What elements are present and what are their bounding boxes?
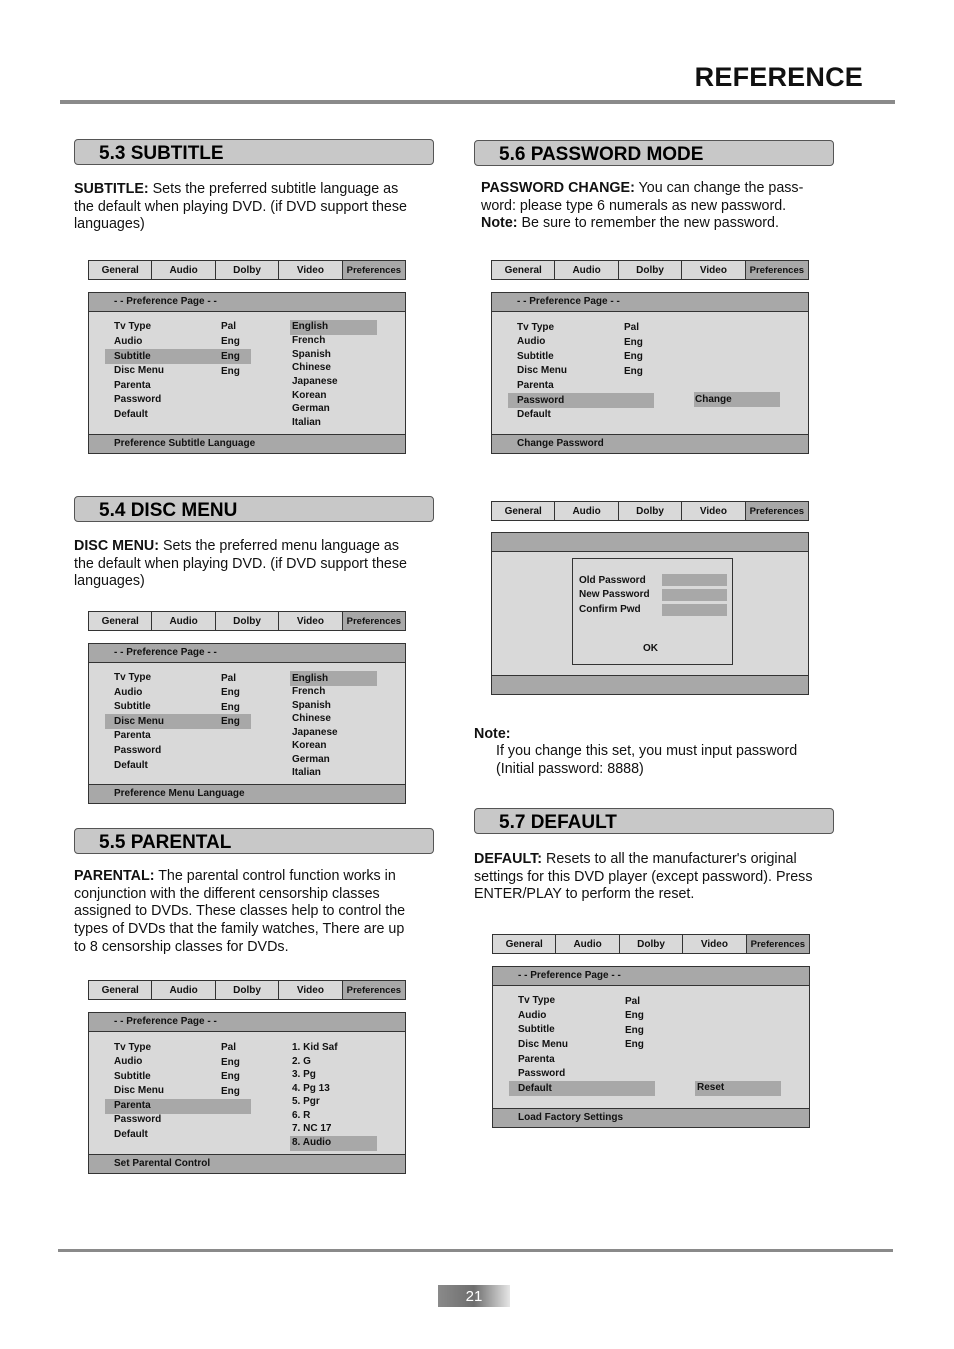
menu-value: Eng bbox=[625, 1039, 644, 1050]
panel-footer-text: Change Password bbox=[517, 438, 604, 449]
menu-item: Subtitle bbox=[114, 351, 151, 362]
bottom-divider bbox=[58, 1249, 893, 1252]
password-note bbox=[496, 743, 836, 778]
tab-preferences: Preferences bbox=[746, 261, 808, 279]
language-option: Korean bbox=[292, 390, 327, 401]
panel-footer bbox=[493, 1108, 809, 1127]
text-line: languages) bbox=[74, 216, 145, 233]
preference-panel-disc-menu bbox=[88, 643, 406, 804]
menu-value: Pal bbox=[625, 996, 641, 1007]
text-line: the default when playing DVD. (if DVD support these bbox=[74, 555, 407, 572]
confirm-password-field bbox=[662, 604, 727, 616]
menu-value: Eng bbox=[221, 687, 240, 698]
password-option: Change bbox=[695, 394, 732, 405]
tab-dolby: Dolby bbox=[216, 261, 279, 279]
menu-value: Eng bbox=[624, 351, 643, 362]
menu-item: Disc Menu bbox=[517, 365, 568, 376]
section-title: 5.5 PARENTAL bbox=[99, 832, 232, 853]
menu-item: Default bbox=[518, 1083, 552, 1094]
text-line: assigned to DVDs. These classes help to control the bbox=[74, 903, 406, 920]
language-option: Japanese bbox=[292, 376, 338, 387]
section-title: 5.3 SUBTITLE bbox=[99, 143, 224, 164]
panel-header bbox=[89, 293, 405, 312]
section-heading-parental bbox=[74, 828, 434, 854]
text-line: word: please type 6 numerals as new password. bbox=[481, 197, 787, 214]
tab-video: Video bbox=[682, 502, 745, 520]
section-title: 5.7 DEFAULT bbox=[499, 812, 617, 833]
tab-audio: Audio bbox=[152, 612, 215, 630]
setup-tab-bar bbox=[88, 260, 406, 280]
menu-value: Eng bbox=[221, 366, 240, 377]
tab-preferences: Preferences bbox=[343, 612, 405, 630]
tab-dolby: Dolby bbox=[619, 502, 682, 520]
preference-panel-password bbox=[491, 292, 809, 454]
menu-value: Pal bbox=[221, 1042, 237, 1053]
tab-preferences: Preferences bbox=[343, 981, 405, 999]
section-title: 5.4 DISC MENU bbox=[99, 500, 238, 521]
panel-header bbox=[493, 967, 809, 986]
menu-item: Tv Type bbox=[114, 672, 152, 683]
tab-general: General bbox=[492, 502, 555, 520]
menu-item: Tv Type bbox=[518, 995, 556, 1006]
menu-value: Eng bbox=[625, 1025, 644, 1036]
menu-item: Default bbox=[114, 409, 148, 420]
language-option: Italian bbox=[292, 767, 321, 778]
text-line: Be sure to remember the new password. bbox=[517, 215, 779, 232]
menu-value: Eng bbox=[221, 336, 240, 347]
menu-item: Parenta bbox=[114, 380, 151, 391]
rating-option: 8. Audio bbox=[292, 1137, 332, 1148]
menu-item: Default bbox=[114, 1129, 148, 1140]
language-option: Spanish bbox=[292, 700, 331, 711]
panel-header-text: - - Preference Page - - bbox=[114, 647, 217, 658]
text-line: If you change this set, you must input password bbox=[496, 743, 798, 759]
panel-header bbox=[492, 533, 808, 552]
menu-value: Eng bbox=[221, 1086, 240, 1097]
setup-tab-bar bbox=[491, 501, 809, 521]
menu-item: Password bbox=[518, 1068, 566, 1079]
old-password-label: Old Password bbox=[579, 575, 646, 586]
menu-value: Eng bbox=[221, 1071, 240, 1082]
menu-item: Password bbox=[114, 1114, 162, 1125]
panel-header-text: - - Preference Page - - bbox=[114, 296, 217, 307]
tab-preferences: Preferences bbox=[747, 935, 809, 953]
menu-item: Password bbox=[114, 394, 162, 405]
menu-item: Parenta bbox=[518, 1054, 555, 1065]
rating-option: 1. Kid Saf bbox=[292, 1042, 338, 1053]
section-title: 5.6 PASSWORD MODE bbox=[499, 144, 704, 165]
panel-footer-text: Preference Subtitle Language bbox=[114, 438, 256, 449]
menu-item: Default bbox=[114, 760, 148, 771]
menu-value: Pal bbox=[624, 322, 640, 333]
menu-item: Default bbox=[517, 409, 551, 420]
tab-general: General bbox=[492, 261, 555, 279]
tab-preferences: Preferences bbox=[746, 502, 808, 520]
panel-footer-text: Preference Menu Language bbox=[114, 788, 245, 799]
menu-value: Eng bbox=[221, 1057, 240, 1068]
panel-header-text: - - Preference Page - - bbox=[518, 970, 621, 981]
term-label: PARENTAL: bbox=[74, 868, 155, 884]
password-description bbox=[481, 180, 841, 233]
password-dialog bbox=[572, 558, 733, 665]
menu-item: Subtitle bbox=[517, 351, 554, 362]
tab-preferences: Preferences bbox=[343, 261, 405, 279]
menu-item: Tv Type bbox=[114, 1042, 152, 1053]
menu-item: Disc Menu bbox=[114, 716, 165, 727]
menu-item: Parenta bbox=[517, 380, 554, 391]
password-change-panel bbox=[491, 532, 809, 695]
preference-panel-default bbox=[492, 966, 810, 1128]
panel-footer bbox=[89, 434, 405, 453]
language-option: Korean bbox=[292, 740, 327, 751]
panel-header bbox=[89, 644, 405, 663]
disc-menu-description bbox=[74, 538, 434, 591]
note-label: Note: bbox=[474, 726, 511, 742]
language-option: German bbox=[292, 403, 330, 414]
tab-general: General bbox=[89, 612, 152, 630]
old-password-field bbox=[662, 574, 727, 586]
menu-item: Subtitle bbox=[114, 1071, 151, 1082]
tab-video: Video bbox=[279, 981, 342, 999]
text-line: ENTER/PLAY to perform the reset. bbox=[474, 886, 695, 903]
rating-option: 2. G bbox=[292, 1056, 311, 1067]
setup-tab-bar bbox=[491, 260, 809, 280]
page-number: 21 bbox=[438, 1285, 510, 1307]
top-divider bbox=[60, 100, 895, 104]
preference-panel-parental bbox=[88, 1012, 406, 1174]
default-option: Reset bbox=[697, 1082, 725, 1093]
panel-header-text: - - Preference Page - - bbox=[114, 1016, 217, 1027]
note-lead: Note: bbox=[481, 215, 518, 232]
term-label: DISC MENU: bbox=[74, 538, 159, 554]
menu-item: Audio bbox=[114, 687, 143, 698]
panel-footer bbox=[492, 675, 808, 694]
text-line: types of DVDs that the family watches, There are up bbox=[74, 921, 405, 938]
language-option: French bbox=[292, 686, 326, 697]
subtitle-description bbox=[74, 181, 434, 234]
new-password-label: New Password bbox=[579, 589, 650, 600]
menu-item: Subtitle bbox=[114, 701, 151, 712]
language-option: English bbox=[292, 321, 329, 332]
section-heading-default bbox=[474, 808, 834, 834]
menu-item: Disc Menu bbox=[114, 365, 165, 376]
menu-item: Audio bbox=[517, 336, 546, 347]
language-option: Spanish bbox=[292, 349, 331, 360]
menu-item: Disc Menu bbox=[114, 1085, 165, 1096]
panel-footer bbox=[89, 784, 405, 803]
language-option: Chinese bbox=[292, 713, 331, 724]
rating-option: 3. Pg bbox=[292, 1069, 316, 1080]
text-line: conjunction with the different censorship classes bbox=[74, 885, 380, 902]
tab-general: General bbox=[493, 935, 556, 953]
menu-item: Tv Type bbox=[517, 322, 555, 333]
text-line: languages) bbox=[74, 573, 145, 590]
section-heading-password bbox=[474, 140, 834, 166]
text-line: The parental control function works in bbox=[154, 868, 396, 884]
text-line: Resets to all the manufacturer's original bbox=[542, 851, 797, 867]
panel-footer bbox=[492, 434, 808, 453]
tab-audio: Audio bbox=[152, 981, 215, 999]
parental-description bbox=[74, 868, 434, 957]
panel-header bbox=[492, 293, 808, 312]
language-option: Chinese bbox=[292, 362, 331, 373]
menu-item: Audio bbox=[518, 1010, 547, 1021]
menu-item: Tv Type bbox=[114, 321, 152, 332]
panel-header-text: - - Preference Page - - bbox=[517, 296, 620, 307]
text-line: the default when playing DVD. (if DVD support these bbox=[74, 198, 407, 215]
setup-tab-bar bbox=[88, 980, 406, 1000]
rating-option: 6. R bbox=[292, 1110, 311, 1121]
preference-panel-subtitle bbox=[88, 292, 406, 454]
tab-audio: Audio bbox=[555, 502, 618, 520]
menu-item: Parenta bbox=[114, 730, 151, 741]
tab-dolby: Dolby bbox=[216, 612, 279, 630]
rating-option: 7. NC 17 bbox=[292, 1123, 332, 1134]
menu-value: Eng bbox=[624, 337, 643, 348]
ok-button: OK bbox=[643, 643, 658, 654]
language-option: Japanese bbox=[292, 727, 338, 738]
new-password-field bbox=[662, 589, 727, 601]
menu-value: Eng bbox=[624, 366, 643, 377]
menu-item: Password bbox=[114, 745, 162, 756]
text-line: You can change the pass- bbox=[634, 180, 804, 196]
term-label: PASSWORD CHANGE: bbox=[481, 180, 635, 196]
rating-option: 5. Pgr bbox=[292, 1096, 320, 1107]
menu-value: Eng bbox=[625, 1010, 644, 1021]
language-option: Italian bbox=[292, 417, 321, 428]
menu-value: Eng bbox=[221, 351, 240, 362]
text-line: Sets the preferred subtitle language as bbox=[148, 181, 399, 197]
menu-item: Subtitle bbox=[518, 1024, 555, 1035]
section-heading-disc-menu bbox=[74, 496, 434, 522]
tab-audio: Audio bbox=[152, 261, 215, 279]
tab-video: Video bbox=[682, 261, 745, 279]
text-line: (Initial password: 8888) bbox=[496, 760, 644, 777]
tab-audio: Audio bbox=[556, 935, 619, 953]
menu-value: Eng bbox=[221, 716, 240, 727]
default-description bbox=[474, 851, 834, 904]
tab-general: General bbox=[89, 981, 152, 999]
term-label: SUBTITLE: bbox=[74, 181, 149, 197]
tab-dolby: Dolby bbox=[619, 261, 682, 279]
text-line: to 8 censorship classes for DVDs. bbox=[74, 938, 289, 955]
term-label: DEFAULT: bbox=[474, 851, 543, 867]
menu-item: Audio bbox=[114, 336, 143, 347]
tab-video: Video bbox=[279, 261, 342, 279]
page-title: REFERENCE bbox=[694, 62, 863, 92]
panel-footer bbox=[89, 1154, 405, 1173]
menu-item: Audio bbox=[114, 1056, 143, 1067]
section-heading-subtitle bbox=[74, 139, 434, 165]
tab-dolby: Dolby bbox=[620, 935, 683, 953]
menu-value: Pal bbox=[221, 673, 237, 684]
tab-audio: Audio bbox=[555, 261, 618, 279]
setup-tab-bar bbox=[492, 934, 810, 954]
menu-value: Pal bbox=[221, 321, 237, 332]
setup-tab-bar bbox=[88, 611, 406, 631]
language-option: English bbox=[292, 673, 329, 684]
language-option: German bbox=[292, 754, 330, 765]
text-line: Sets the preferred menu language as bbox=[159, 538, 400, 554]
tab-video: Video bbox=[279, 612, 342, 630]
rating-option: 4. Pg 13 bbox=[292, 1083, 330, 1094]
text-line: settings for this DVD player (except password). Press bbox=[474, 868, 813, 885]
tab-video: Video bbox=[683, 935, 746, 953]
menu-item: Password bbox=[517, 395, 565, 406]
tab-dolby: Dolby bbox=[216, 981, 279, 999]
language-option: French bbox=[292, 335, 326, 346]
menu-item: Disc Menu bbox=[518, 1039, 569, 1050]
panel-footer-text: Set Parental Control bbox=[114, 1158, 211, 1169]
confirm-password-label: Confirm Pwd bbox=[579, 604, 641, 615]
panel-footer-text: Load Factory Settings bbox=[518, 1112, 624, 1123]
menu-item: Parenta bbox=[114, 1100, 151, 1111]
tab-general: General bbox=[89, 261, 152, 279]
panel-header bbox=[89, 1013, 405, 1032]
menu-value: Eng bbox=[221, 702, 240, 713]
